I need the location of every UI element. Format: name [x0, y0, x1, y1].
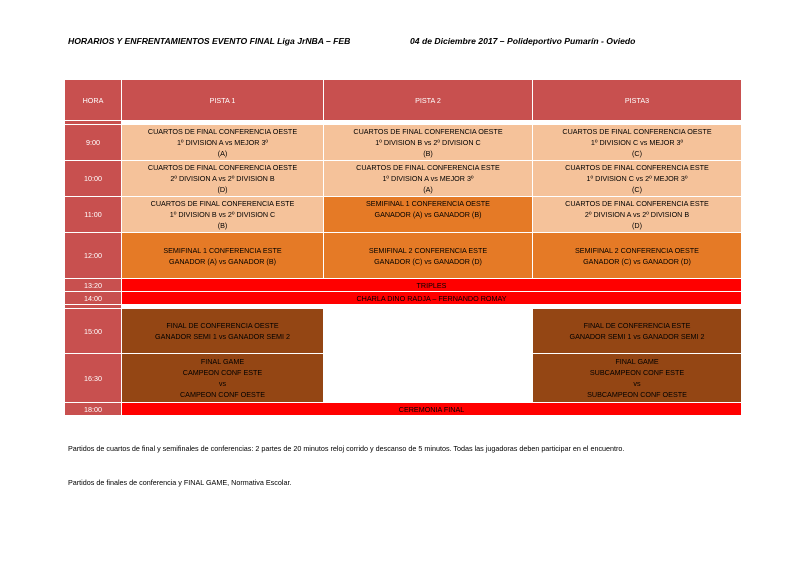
team-a: CAMPEON CONF ESTE [182, 368, 263, 377]
table-row [65, 292, 742, 305]
match-cell [122, 125, 324, 161]
match-teams: GANADOR SEMI 1 vs GANADOR SEMI 2 [155, 332, 290, 341]
match-teams: 2º DIVISION A vs 2º DIVISION B [170, 174, 275, 183]
match-group: (C) [632, 185, 642, 194]
match-cell [533, 309, 742, 354]
table-row [65, 279, 742, 292]
match-cell [122, 197, 324, 233]
match-title: SEMIFINAL 2 CONFERENCIA OESTE [575, 245, 699, 255]
match-title: CUARTOS DE FINAL CONFERENCIA ESTE [565, 163, 709, 172]
match-title: SEMIFINAL 1 CONFERENCIA OESTE [366, 199, 490, 208]
team-b: SUBCAMPEON CONF OESTE [587, 390, 687, 399]
time-cell: 13:20 [65, 279, 122, 292]
table-row [65, 161, 742, 197]
table-row [65, 125, 742, 161]
time-cell: 14:00 [65, 292, 122, 305]
match-cell [324, 197, 533, 233]
team-a: SUBCAMPEON CONF ESTE [589, 368, 685, 377]
match-title: CUARTOS DE FINAL CONFERENCIA ESTE [150, 199, 295, 208]
match-teams: 1º DIVISION C vs 2º MEJOR 3º [586, 174, 688, 183]
document-title: HORARIOS Y ENFRENTAMIENTOS EVENTO FINAL Liga JrNBA – FEB [68, 36, 351, 46]
event-banner: CEREMONIA FINAL [122, 403, 742, 416]
vs-label: vs [218, 379, 227, 388]
match-group: (A) [217, 149, 228, 158]
match-title: CUARTOS DE FINAL CONFERENCIA OESTE [562, 127, 712, 136]
match-cell [324, 125, 533, 161]
table-row [65, 233, 742, 279]
match-cell [533, 161, 742, 197]
time-cell: 18:00 [65, 403, 122, 416]
match-cell [324, 161, 533, 197]
document-header [68, 36, 768, 50]
time-cell: 9:00 [65, 125, 122, 161]
time-cell: 15:00 [65, 309, 122, 354]
team-b: CAMPEON CONF OESTE [179, 390, 266, 399]
match-title: CUARTOS DE FINAL CONFERENCIA OESTE [147, 163, 298, 172]
match-title: CUARTOS DE FINAL CONFERENCIA OESTE [147, 127, 298, 136]
match-title: CUARTOS DE FINAL CONFERENCIA ESTE [565, 199, 709, 208]
match-group: (D) [632, 221, 642, 230]
match-cell [122, 233, 324, 279]
table-row [65, 403, 742, 416]
match-title: FINAL DE CONFERENCIA OESTE [166, 321, 279, 330]
time-cell: 16:30 [65, 354, 122, 403]
table-row [65, 309, 742, 354]
match-teams: 1º DIVISION B vs 2º DIVISION C [375, 138, 481, 147]
match-title: CUARTOS DE FINAL CONFERENCIA ESTE [356, 163, 500, 172]
match-teams: 1º DIVISION C vs MEJOR 3º [590, 138, 684, 147]
event-banner: TRIPLES [122, 279, 742, 292]
match-teams: GANADOR (C) vs GANADOR (D) [374, 256, 482, 266]
empty-cell [324, 309, 533, 403]
match-cell [324, 233, 533, 279]
match-teams: 2º DIVISION A vs 2º DIVISION B [584, 210, 690, 219]
match-cell [122, 161, 324, 197]
match-title: SEMIFINAL 2 CONFERENCIA ESTE [368, 245, 488, 255]
match-teams: 1º DIVISION A vs MEJOR 3º [176, 138, 269, 147]
match-cell [122, 354, 324, 403]
match-cell [122, 309, 324, 354]
time-cell: 12:00 [65, 233, 122, 279]
match-title: SEMIFINAL 1 CONFERENCIA ESTE [163, 245, 282, 255]
match-cell [533, 233, 742, 279]
time-cell: 11:00 [65, 197, 122, 233]
match-teams: GANADOR (C) vs GANADOR (D) [583, 256, 691, 266]
note-match-rules: Partidos de cuartos de final y semifinales de conferencias: 2 partes de 20 minutos reloj corrido y descanso de 5 minutos. Todas las jugadoras deben participar en el encuentro. [68, 444, 625, 453]
column-header-pista-1: PISTA 1 [122, 80, 324, 121]
match-group: (A) [423, 185, 433, 194]
match-title: FINAL DE CONFERENCIA ESTE [583, 321, 691, 330]
match-teams: GANADOR SEMI 1 vs GANADOR SEMI 2 [569, 332, 705, 341]
match-title: FINAL GAME [615, 357, 659, 366]
match-group: (B) [423, 149, 433, 158]
match-cell [533, 125, 742, 161]
match-cell [533, 354, 742, 403]
match-group: (B) [217, 221, 228, 230]
schedule-table [64, 79, 742, 416]
event-banner: CHARLA DINO RADJA – FERNANDO ROMAY [122, 292, 742, 305]
event-date-venue: 04 de Diciembre 2017 – Polideportivo Pumarín - Oviedo [410, 36, 636, 46]
time-cell: 10:00 [65, 161, 122, 197]
match-teams: GANADOR (A) vs GANADOR (B) [374, 210, 482, 219]
match-teams: 1º DIVISION B vs 2º DIVISION C [169, 210, 276, 219]
table-row [65, 197, 742, 233]
match-group: (D) [217, 185, 228, 194]
match-teams: GANADOR (A) vs GANADOR (B) [168, 256, 277, 266]
header-row [65, 80, 742, 121]
column-header-pista-3: PISTA3 [533, 80, 742, 121]
match-group: (C) [632, 149, 642, 158]
column-header-hora: HORA [65, 80, 122, 121]
match-title: FINAL GAME [200, 357, 245, 366]
column-header-pista-2: PISTA 2 [324, 80, 533, 121]
match-cell [533, 197, 742, 233]
note-finals-rules: Partidos de finales de conferencia y FINAL GAME, Normativa Escolar. [68, 478, 292, 487]
match-teams: 1º DIVISION A vs MEJOR 3º [382, 174, 474, 183]
match-title: CUARTOS DE FINAL CONFERENCIA OESTE [353, 127, 503, 136]
vs-label: vs [633, 379, 641, 388]
